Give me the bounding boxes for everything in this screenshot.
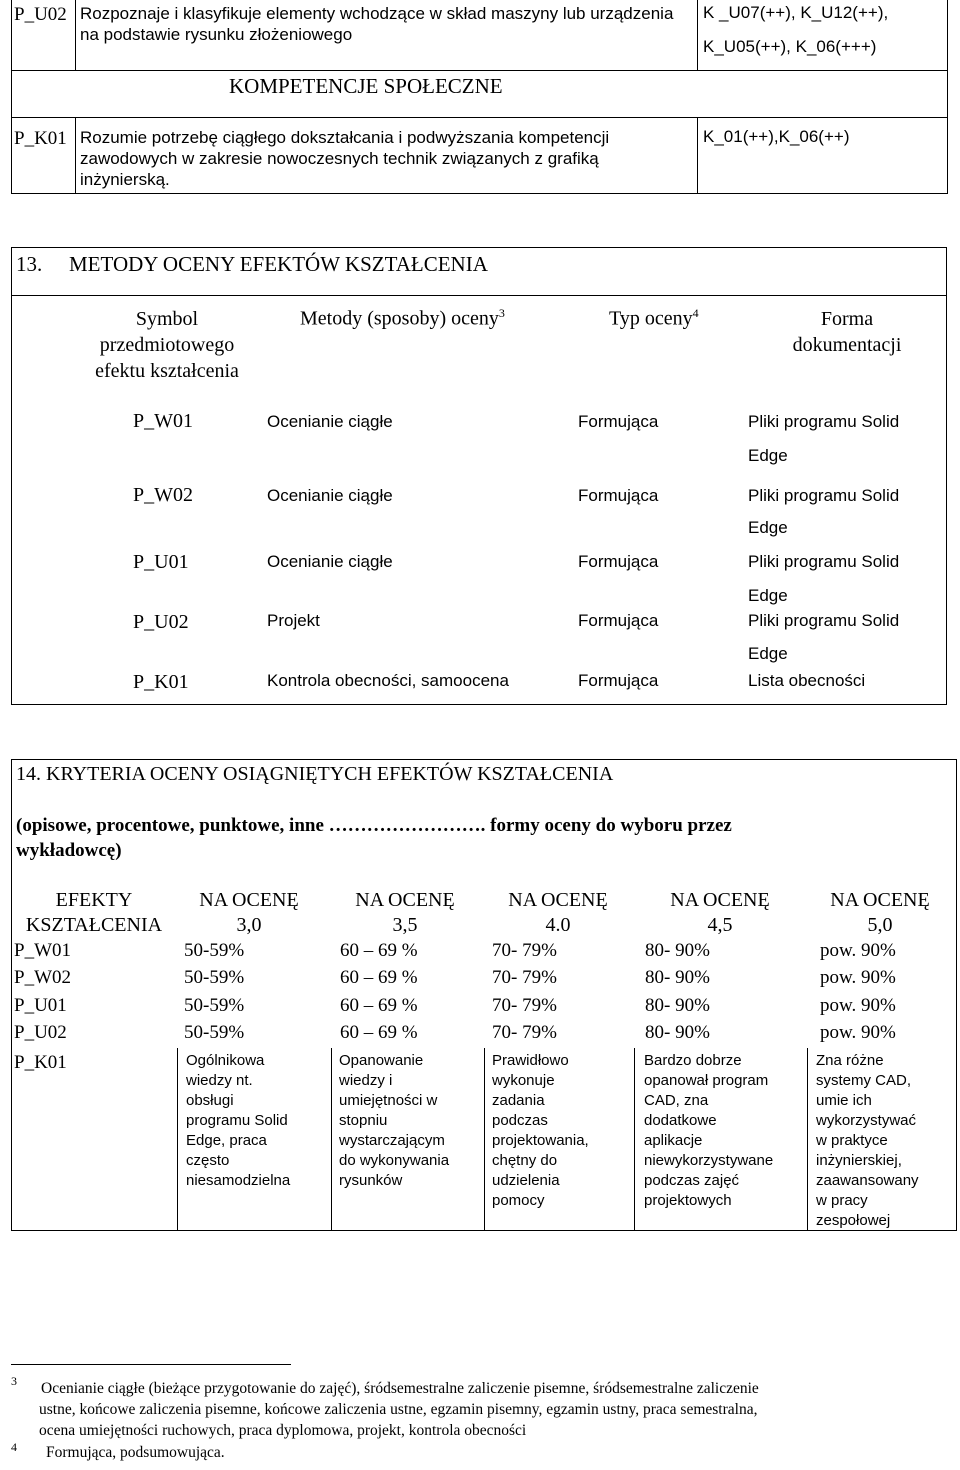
header-methods-label: Metody (sposoby) oceny [300, 307, 499, 330]
row-grade: 60 – 69 % [340, 1022, 418, 1043]
header-documentation-line: dokumentacji [792, 334, 902, 356]
header-line: NA OCENĘ [670, 889, 770, 911]
footnote-line: ustne, końcowe zaliczenia pisemne, końcowe zaliczenia ustne, egzamin pisemny, egzamin ustny, praca semestralna, [39, 1401, 758, 1418]
row-refs: K_01(++),K_06(++) [703, 127, 850, 146]
row-method: Kontrola obecności, samoocena [267, 671, 509, 690]
row-grade: 50-59% [184, 940, 245, 961]
table-row [12, 484, 946, 544]
header-symbol-line: efektu kształcenia [95, 360, 239, 382]
divider [634, 1048, 635, 1230]
row-method: Ocenianie ciągłe [267, 412, 393, 431]
divider [75, 117, 76, 194]
footnote-rule [11, 1364, 291, 1365]
header-line: 5,0 [867, 914, 893, 936]
header-methods [300, 306, 505, 331]
divider [697, 117, 698, 194]
row-grade: pow. 90% [820, 1022, 896, 1043]
header-line: NA OCENĘ [508, 889, 608, 911]
footnote-line: Ocenianie ciągłe (bieżące przygotowanie do zajęć), śródsemestralne zaliczenie pisemne, śródsemestralne zaliczenie [41, 1380, 759, 1397]
divider [75, 0, 76, 70]
grade-line: umie ich [816, 1092, 872, 1109]
divider [11, 117, 947, 118]
row-grade: 50-59% [184, 1022, 245, 1043]
grade-line: wykonuje [492, 1072, 555, 1089]
header-documentation-line: Forma [820, 308, 874, 330]
row-grade: 70- 79% [492, 1022, 557, 1043]
row-doc: Pliki programu Solid [748, 611, 900, 630]
grade-line: programu Solid [186, 1112, 288, 1129]
grade-line: obsługi [186, 1092, 234, 1109]
header-symbol-line: Symbol [135, 308, 199, 330]
header-grade-4 [488, 888, 628, 938]
grade-line: wiedzy i [339, 1072, 393, 1089]
k01-grade-4 [492, 1051, 632, 1211]
section-13-assessment-methods [11, 247, 947, 705]
grade-line: w praktyce [816, 1132, 888, 1149]
footnote-line: ocena umiejętności ruchowych, praca dyplomowa, projekt, kontrola obecności [39, 1422, 527, 1439]
row-grade: 80- 90% [645, 967, 710, 988]
header-grade-3 [184, 888, 314, 938]
grade-line: projektowych [644, 1192, 732, 1209]
grade-line: Ogólnikowa [186, 1052, 265, 1069]
header-line: 4.0 [545, 914, 571, 936]
grid-row [12, 967, 956, 994]
grade-line: niewykorzystywane [644, 1152, 774, 1169]
grade-line: rysunków [339, 1172, 403, 1189]
row-symbol: P_U02 [133, 611, 189, 633]
header-type-label: Typ oceny [609, 307, 693, 330]
divider [697, 0, 698, 70]
footnote-ref: 4 [692, 306, 699, 320]
grade-line: podczas zajęć [644, 1172, 740, 1189]
row-refs: K_U05(++), K_06(+++) [703, 37, 877, 56]
header-line: NA OCENĘ [199, 889, 299, 911]
footnote-ref: 3 [498, 306, 505, 320]
k01-grade-4-5 [644, 1051, 809, 1211]
row-method: Projekt [267, 611, 320, 630]
grade-line: projektowania, [492, 1132, 589, 1149]
grade-line: wystarczającym [339, 1132, 445, 1149]
grade-line: CAD, zna [644, 1092, 709, 1109]
grade-line: stopniu [339, 1112, 388, 1129]
grade-line: wiedzy nt. [186, 1072, 253, 1089]
section-heading: KOMPETENCJE SPOŁECZNE [229, 74, 503, 98]
grade-line: udzielenia [492, 1172, 560, 1189]
section-title: 14. KRYTERIA OCENY OSIĄGNIĘTYCH EFEKTÓW KSZTAŁCENIA [16, 763, 614, 785]
table-row [12, 551, 946, 611]
row-grade: 60 – 69 % [340, 995, 418, 1016]
grade-line: Opanowanie [339, 1052, 424, 1069]
header-line: 3,5 [392, 914, 418, 936]
grade-line: niesamodzielna [186, 1172, 291, 1189]
row-doc: Edge [748, 446, 788, 465]
grade-line: często [186, 1152, 230, 1169]
row-description: Rozpoznaje i klasyfikuje elementy wchodzące w skład maszyny lub urządzenia na podstawie rysunku złożeniowego [80, 4, 674, 44]
header-line: KSZTAŁCENIA [25, 914, 163, 936]
row-symbol: P_U01 [14, 995, 67, 1016]
row-grade: 80- 90% [645, 1022, 710, 1043]
footnote-line: Formująca, podsumowująca. [46, 1444, 225, 1461]
row-grade: 60 – 69 % [340, 940, 418, 961]
header-symbol [72, 306, 262, 384]
grade-line: Prawidłowo [492, 1052, 569, 1069]
grade-line: umiejętności w [339, 1092, 438, 1109]
row-description: Rozumie potrzebę ciągłego dokształcania i podwyższania kompetencji zawodowych w zakresie nowoczesnych technik związanych z grafiką inżynierską. [80, 128, 610, 189]
row-doc: Pliki programu Solid [748, 486, 900, 505]
row-symbol: P_W02 [14, 967, 71, 988]
row-grade: 60 – 69 % [340, 967, 418, 988]
row-type: Formująca [578, 552, 659, 571]
row-grade: pow. 90% [820, 995, 896, 1016]
section-14-grading-criteria [11, 759, 957, 1231]
row-type: Formująca [578, 611, 659, 630]
grade-line: w pracy [816, 1192, 868, 1209]
table-row [12, 611, 946, 671]
grade-line: zadania [492, 1092, 545, 1109]
row-grade: 70- 79% [492, 967, 557, 988]
k01-grade-3 [186, 1051, 326, 1191]
header-grade-4-5 [645, 888, 795, 938]
row-symbol: P_U02 [14, 1022, 67, 1043]
row-symbol: P_W01 [14, 940, 71, 961]
grid-row [12, 940, 956, 967]
row-symbol: P_K01 [14, 128, 67, 149]
grade-line: systemy CAD, [816, 1072, 912, 1089]
section-subtitle: wykładowcę) [16, 840, 122, 861]
footnote-text [41, 1378, 960, 1441]
grid-header [12, 888, 956, 943]
header-line: EFEKTY [55, 889, 133, 911]
row-grade: 50-59% [184, 995, 245, 1016]
grade-line: pomocy [492, 1192, 545, 1209]
header-effects [14, 888, 174, 938]
header-documentation [752, 306, 942, 358]
divider [484, 1048, 485, 1230]
grade-line: wykorzystywać [816, 1112, 917, 1129]
k01-grade-3-5 [339, 1051, 479, 1191]
header-line: 3,0 [236, 914, 262, 936]
row-grade: pow. 90% [820, 967, 896, 988]
grid-row [12, 995, 956, 1022]
row-doc: Pliki programu Solid [748, 412, 900, 431]
row-type: Formująca [578, 412, 659, 431]
header-line: 4,5 [707, 914, 733, 936]
row-symbol: P_K01 [133, 671, 189, 693]
row-doc: Edge [748, 586, 788, 605]
row-doc: Lista obecności [748, 671, 866, 690]
row-grade: 70- 79% [492, 940, 557, 961]
divider [177, 1048, 178, 1230]
row-doc: Edge [748, 518, 788, 537]
grade-line: podczas [492, 1112, 548, 1129]
grade-line: opanował program [644, 1072, 769, 1089]
row-refs: K _U07(++), K_U12(++), [703, 3, 889, 22]
row-symbol: P_W01 [133, 410, 193, 432]
header-grade-5 [809, 888, 951, 938]
header-grade-3-5 [335, 888, 475, 938]
header-type [609, 306, 699, 331]
grade-line: zaawansowany [816, 1172, 919, 1189]
section-title: METODY OCENY EFEKTÓW KSZTAŁCENIA [69, 252, 488, 276]
row-symbol: P_U02 [14, 4, 67, 25]
section-number: 13. [16, 252, 43, 276]
table-row [12, 410, 946, 470]
row-doc: Pliki programu Solid [748, 552, 900, 571]
grade-line: do wykonywania [339, 1152, 450, 1169]
row-method: Ocenianie ciągłe [267, 552, 393, 571]
grade-line: zespołowej [816, 1212, 891, 1229]
header-symbol-line: przedmiotowego [99, 334, 235, 356]
row-grade: 50-59% [184, 967, 245, 988]
row-symbol: P_W02 [133, 484, 193, 506]
row-grade: 80- 90% [645, 995, 710, 1016]
footnote-number: 4 [11, 1440, 17, 1454]
divider [331, 1048, 332, 1230]
table-row [12, 671, 946, 701]
grade-line: aplikacje [644, 1132, 703, 1149]
row-grade: pow. 90% [820, 940, 896, 961]
grade-line: Zna różne [816, 1052, 884, 1069]
grade-line: chętny do [492, 1152, 558, 1169]
section-subtitle: (opisowe, procentowe, punktowe, inne ……………………. formy oceny do wyboru przez [16, 815, 732, 836]
row-grade: 70- 79% [492, 995, 557, 1016]
divider [12, 295, 946, 296]
header-line: NA OCENĘ [830, 889, 930, 911]
footnote-number: 3 [11, 1374, 17, 1388]
grid-row [12, 1022, 956, 1049]
grade-line: inżynierskiej, [816, 1152, 902, 1169]
divider [11, 70, 947, 71]
row-type: Formująca [578, 671, 659, 690]
row-doc: Edge [748, 644, 788, 663]
row-grade: 80- 90% [645, 940, 710, 961]
grade-line: dodatkowe [644, 1112, 717, 1129]
top-table [11, 0, 948, 195]
row-type: Formująca [578, 486, 659, 505]
row-method: Ocenianie ciągłe [267, 486, 393, 505]
row-symbol: P_U01 [133, 551, 189, 573]
k01-symbol: P_K01 [14, 1052, 67, 1073]
grade-line: Edge, praca [186, 1132, 267, 1149]
grade-line: Bardzo dobrze [644, 1052, 742, 1069]
k01-grade-5 [816, 1051, 956, 1231]
header-line: NA OCENĘ [355, 889, 455, 911]
